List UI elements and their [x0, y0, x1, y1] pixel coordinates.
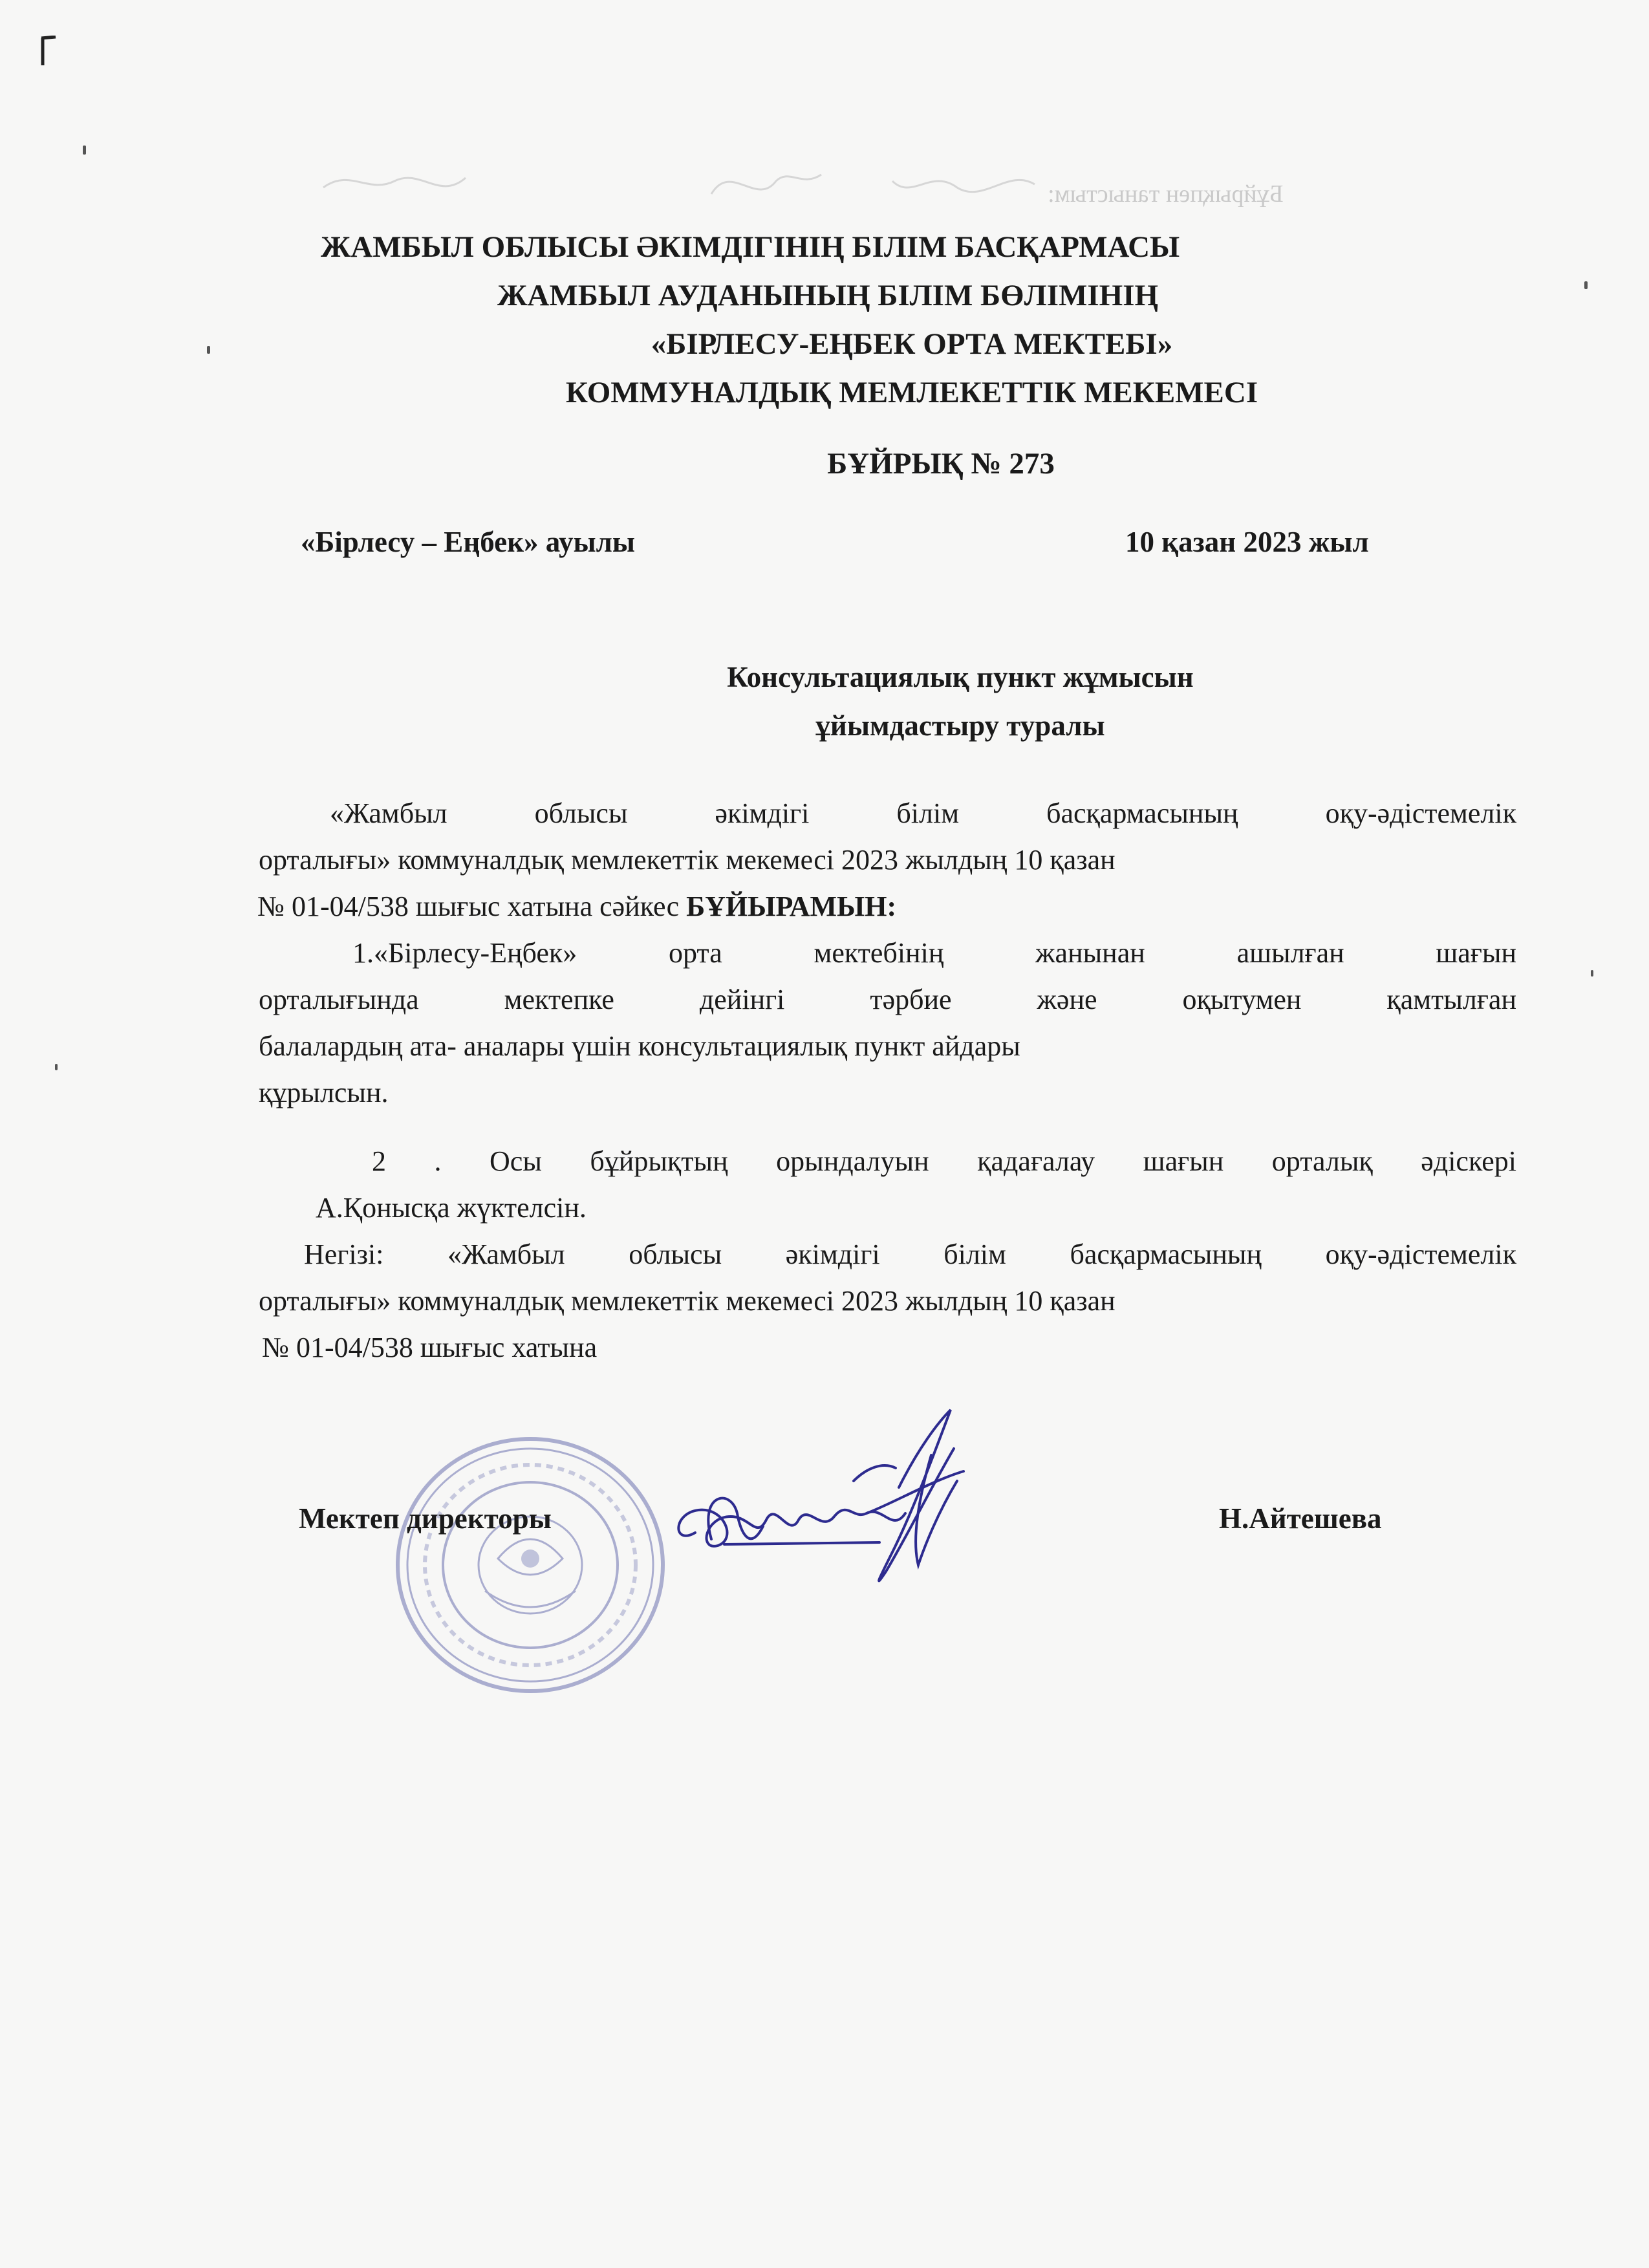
signature-title: Мектеп директоры — [299, 1502, 552, 1535]
director-signature — [660, 1384, 996, 1617]
intro-line-1: «Жамбыл облысы әкімдігі білім басқармасының оқу-әдістемелік — [330, 797, 1516, 829]
official-seal — [388, 1429, 673, 1701]
institution-header — [0, 223, 1649, 417]
item1-line-1: 1.«Бірлесу-Еңбек» орта мектебінің жанынан ашылған шағын — [352, 937, 1516, 969]
item1-line-4: құрылсын. — [259, 1077, 389, 1108]
scan-speck — [207, 346, 210, 354]
subject-line-1: Консультациялық пункт жұмысын — [727, 661, 1194, 693]
item1-line-2: орталығында мектепке дейінгі тәрбие және оқытумен қамтылған — [259, 984, 1516, 1015]
item2-line-2: А.Қонысқа жүктелсін. — [316, 1192, 587, 1224]
basis-line-2: орталығы» коммуналдық мемлекеттік мекемесі 2023 жылдың 10 қазан — [259, 1285, 1116, 1317]
subject-line-2: ұйымдастыру туралы — [815, 709, 1105, 742]
scan-speck — [1591, 970, 1593, 977]
order-title: БҰЙРЫҚ № 273 — [827, 447, 1055, 481]
header-line-3: «БІРЛЕСУ-ЕҢБЕК ОРТА МЕКТЕБІ» — [651, 327, 1173, 361]
header-line-1: ЖАМБЫЛ ОБЛЫСЫ ӘКІМДІГІНІҢ БІЛІМ БАСҚАРМАСЫ — [320, 230, 1180, 264]
intro-line-2: орталығы» коммуналдық мемлекеттік мекемесі 2023 жылдың 10 қазан — [259, 844, 1116, 876]
basis-line-3: № 01-04/538 шығыс хатына — [262, 1332, 598, 1363]
order-place: «Бірлесу – Еңбек» ауылы — [301, 526, 636, 558]
item1-line-3: балалардың ата- аналары үшін консультациялық пункт айдары — [259, 1030, 1020, 1062]
item2-line-1: 2 . Осы бұйрықтың орындалуын қадағалау шағын орталық әдіскері — [372, 1145, 1516, 1177]
order-directive: БҰЙЫРАМЫН: — [686, 891, 897, 922]
basis-line-1: Негізі: «Жамбыл облысы әкімдігі білім басқармасының оқу-әдістемелік — [304, 1238, 1516, 1270]
scan-speck — [83, 146, 86, 155]
corner-crop-mark — [39, 36, 58, 68]
scan-speck — [55, 1064, 58, 1070]
header-line-4: КОММУНАЛДЫҚ МЕМЛЕКЕТТІК МЕКЕМЕСІ — [565, 376, 1258, 409]
intro-line-3-text: № 01-04/538 шығыс хатына сәйкес — [257, 891, 687, 922]
order-subject — [136, 653, 1649, 750]
bleed-through-signatures — [310, 142, 1086, 233]
intro-line-3 — [257, 883, 896, 930]
order-date: 10 қазан 2023 жыл — [1125, 526, 1369, 558]
bleed-through-text: Бұйрықпен таныстым: — [1048, 180, 1284, 208]
signature-name: Н.Айтешева — [1219, 1502, 1382, 1535]
header-line-2: ЖАМБЫЛ АУДАНЫНЫҢ БІЛІМ БӨЛІМІНІҢ — [497, 279, 1159, 312]
scan-speck — [1584, 281, 1588, 289]
